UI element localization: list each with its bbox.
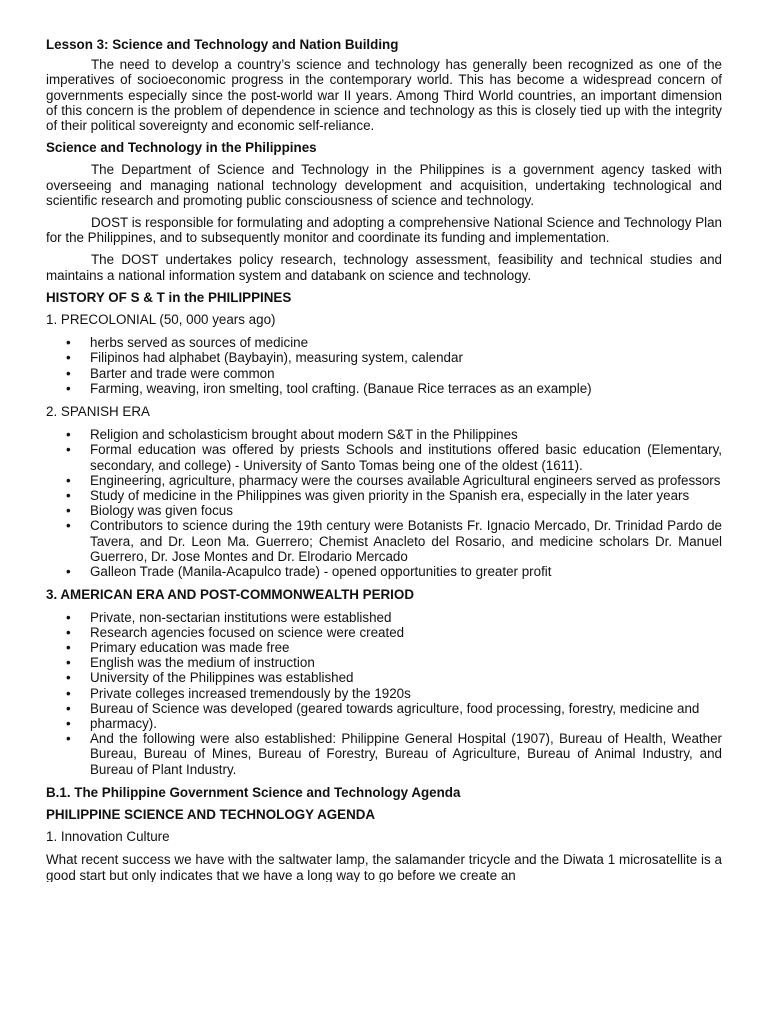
list-item: • Bureau of Science was developed (geared towards agriculture, food processing, forestry, medicine and	[46, 701, 722, 716]
dost-paragraph-3: The DOST undertakes policy research, technology assessment, feasibility and technical studies and maintains a national information system and databank on science and technology.	[46, 252, 722, 283]
document-body	[46, 37, 722, 882]
list-item: • Filipinos had alphabet (Baybayin), measuring system, calendar	[46, 350, 722, 365]
list-item: • pharmacy).	[46, 716, 722, 731]
list-item: • Private colleges increased tremendously by the 1920s	[46, 686, 722, 701]
list-item: • Engineering, agriculture, pharmacy were the courses available Agricultural engineers served as professors	[46, 473, 722, 488]
history-heading: HISTORY OF S & T in the PHILIPPINES	[46, 289, 292, 305]
lesson-title: Lesson 3: Science and Technology and Nation Building	[46, 37, 399, 52]
list-item: • Biology was given focus	[46, 503, 722, 518]
section-heading-philippines: Science and Technology in the Philippines	[46, 140, 317, 156]
intro-paragraph: The need to develop a country’s science and technology has generally been recognized as one of the imperatives of socioeconomic progress in the contemporary world. This has become a widespread concern of governments especially since the post-world war II years. Among Third World countries, an important dimension of this concern is the problem of dependence in science and technology as this is closely tied up with the integrity of their political sovereignty and economic self-reliance.	[46, 57, 722, 134]
innovation-paragraph: What recent success we have with the saltwater lamp, the salamander tricycle and the Diwata 1 microsatellite is a good start but only indicates that we have a long way to go before we create an	[46, 852, 722, 883]
american-era-heading: 3. AMERICAN ERA AND POST-COMMONWEALTH PERIOD	[46, 587, 414, 603]
list-item: • Religion and scholasticism brought about modern S&T in the Philippines	[46, 427, 722, 442]
precolonial-heading: 1. PRECOLONIAL (50, 000 years ago)	[46, 312, 276, 328]
list-item: • Contributors to science during the 19th century were Botanists Fr. Ignacio Mercado, Dr. Trinidad Pardo de Tavera, and Dr. Leon Ma. Guerrero; Chemist Anacleto del Rosario, and medicine scholars Dr. Manuel Guerrero, Dr. Jose Montes and Dr. Elrodario Mercado	[46, 518, 722, 564]
innovation-heading: 1. Innovation Culture	[46, 829, 170, 845]
spanish-era-list	[46, 427, 722, 579]
spanish-era-heading: 2. SPANISH ERA	[46, 404, 150, 420]
list-item: • Galleon Trade (Manila-Acapulco trade) - opened opportunities to greater profit	[46, 564, 722, 579]
american-era-list	[46, 610, 722, 777]
list-item: • English was the medium of instruction	[46, 655, 722, 670]
list-item: • Barter and trade were common	[46, 366, 722, 381]
list-item: • University of the Philippines was established	[46, 670, 722, 685]
precolonial-list	[46, 335, 722, 396]
list-item: • Formal education was offered by priests Schools and institutions offered basic education (Elementary, secondary, and college) - University of Santo Tomas being one of the oldest (1611).	[46, 442, 722, 472]
dost-paragraph-2: DOST is responsible for formulating and adopting a comprehensive National Science and Technology Plan for the Philippines, and to subsequently monitor and coordinate its funding and implementation.	[46, 215, 722, 246]
list-item: • Primary education was made free	[46, 640, 722, 655]
agenda-title: PHILIPPINE SCIENCE AND TECHNOLOGY AGENDA	[46, 806, 376, 822]
list-item: • herbs served as sources of medicine	[46, 335, 722, 350]
list-item: • And the following were also established: Philippine General Hospital (1907), Bureau of Health, Weather Bureau, Bureau of Mines, Bureau of Forestry, Bureau of Agriculture, Bureau of Animal Industry, and Bureau of Plant Industry.	[46, 731, 722, 777]
agenda-b1-heading: B.1. The Philippine Government Science and Technology Agenda	[46, 784, 461, 800]
dost-paragraph-1: The Department of Science and Technology in the Philippines is a government agency tasked with overseeing and managing national technology development and acquisition, undertaking technological and scientific research and promoting public consciousness of science and technology.	[46, 162, 722, 208]
list-item: • Private, non-sectarian institutions were established	[46, 610, 722, 625]
list-item: • Study of medicine in the Philippines was given priority in the Spanish era, especially in the later years	[46, 488, 722, 503]
list-item: • Farming, weaving, iron smelting, tool crafting. (Banaue Rice terraces as an example)	[46, 381, 722, 396]
list-item: • Research agencies focused on science were created	[46, 625, 722, 640]
